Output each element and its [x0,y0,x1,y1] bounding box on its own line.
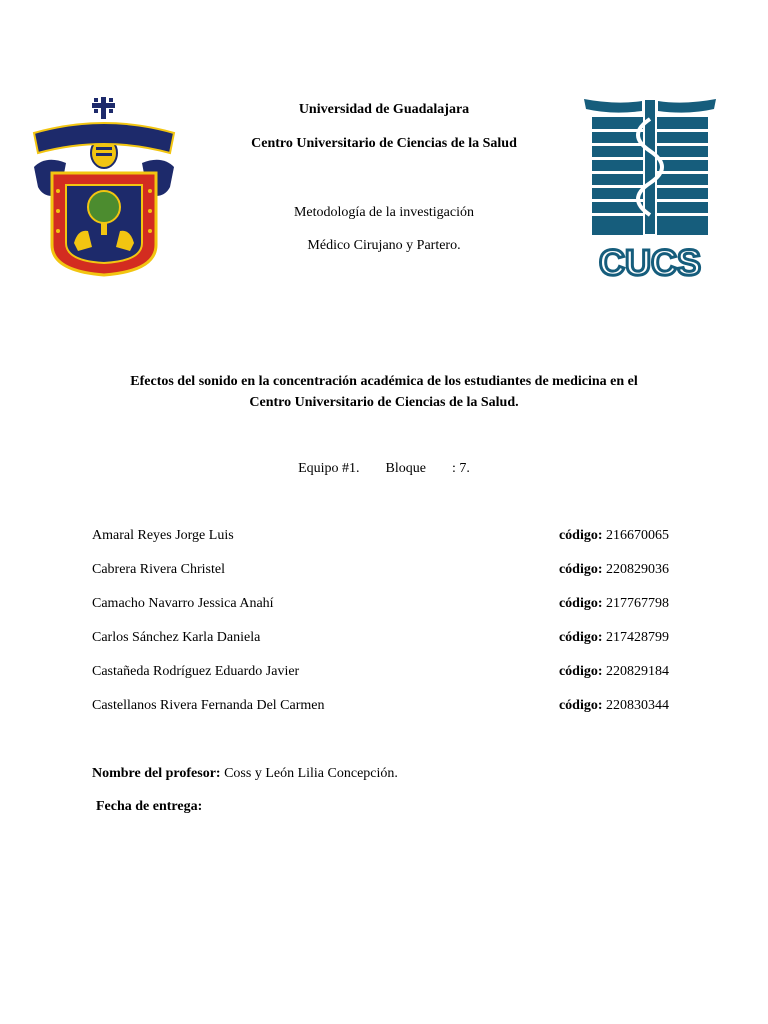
member-name: Castañeda Rodríguez Eduardo Javier [92,664,300,679]
member-row [92,664,669,698]
team-info [0,461,768,477]
code-label: código: [558,596,603,611]
professor-line [92,766,398,782]
subject-name: Metodología de la investigación [293,205,474,220]
block-info [386,461,470,476]
member-code: 216670065 [606,528,669,543]
code-label: código: [558,630,603,645]
member-name: Castellanos Rivera Fernanda Del Carmen [92,698,325,713]
block-value: : 7. [452,461,470,476]
member-row [92,630,669,664]
center-name: Centro Universitario de Ciencias de la Salud [251,136,517,151]
code-label: código: [558,698,603,713]
member-code: 217428799 [606,630,669,645]
member-row [92,562,669,596]
title-line-1: Efectos del sonido en la concentración académica de los estudiantes de medicina en el [130,374,638,389]
member-row [92,698,669,732]
career-name: Médico Cirujano y Partero. [307,238,461,253]
delivery-date-label: Fecha de entrega: [96,799,203,814]
member-name: Camacho Navarro Jessica Anahí [92,596,274,611]
team-number: Equipo #1. [298,461,360,476]
block-label: Bloque [385,461,426,476]
member-name: Amaral Reyes Jorge Luis [92,528,234,543]
svg-text:CUCS: CUCS [598,242,702,280]
code-label: código: [558,528,603,543]
member-row [92,596,669,630]
member-code: 220829036 [606,562,669,577]
member-code: 220830344 [606,698,669,713]
document-title [90,371,678,413]
member-name: Cabrera Rivera Christel [92,562,225,577]
member-list [92,528,669,732]
member-row [92,528,669,562]
university-name: Universidad de Guadalajara [298,102,470,117]
title-line-2: Centro Universitario de Ciencias de la Salud. [249,395,519,410]
member-code: 220829184 [606,664,669,679]
member-code: 217767798 [606,596,669,611]
code-label: código: [558,562,603,577]
professor-label: Nombre del profesor: [92,766,221,781]
member-name: Carlos Sánchez Karla Daniela [92,630,261,645]
code-label: código: [558,664,603,679]
professor-name: Coss y León Lilia Concepción. [224,766,398,781]
